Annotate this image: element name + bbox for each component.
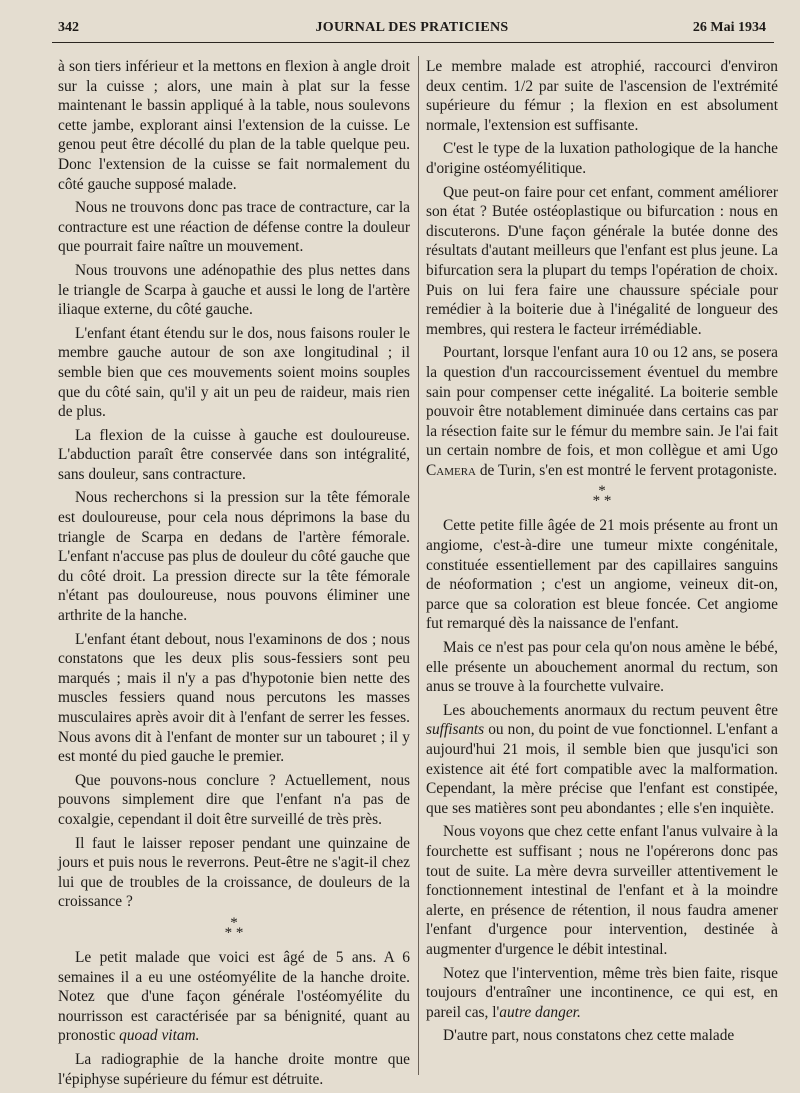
section-separator	[58, 914, 410, 941]
issue-date: 26 Mai 1934	[692, 20, 766, 35]
paragraph-text: Les abouchements anormaux du rectum peuvent être	[443, 701, 778, 719]
paragraph: Nous ne trouvons donc pas trace de contracture, car la contracture est une réaction de défense contre la douleur que pourrait faire naître un mouvement.	[58, 199, 410, 256]
paragraph: Mais ce n'est pas pour cela qu'on nous amène le bébé, elle présente un abouchement anormal du rectum, son anus se trouve à la fourchette vulvaire.	[426, 639, 778, 696]
paragraph-text: Le petit malade que voici est âgé de 5 ans. A 6 semaines il a eu une ostéomyélite de la hanche droite. Notez que d'une façon générale l'ostéomyélite du nourrisson est caractérisée par sa bénignité, quant au pronostic	[58, 948, 410, 1045]
paragraph: Il faut le laisser reposer pendant une quinzaine de jours et puis nous le reverrons. Peut-être ne s'agit-il chez lui que de troubles de la croissance, de douleurs de la croissance ?	[58, 834, 410, 911]
separator-star: *	[603, 493, 612, 510]
column-divider	[418, 56, 419, 1075]
paragraph: Nous trouvons une adénopathie des plus nettes dans le triangle de Scarpa à gauche et aussi le long de l'artère iliaque externe, du côté gauche.	[58, 261, 410, 319]
paragraph: Nous recherchons si la pression sur la tête fémorale est douloureuse, pour cela nous déprimons la base du triangle de Scarpa en dedans de l'artère fémorale. L'enfant n'accuse pas plus de douleur du côté gauche que du côté droit. La pression directe sur la tête fémorale n'étant pas douloureuse, nous pouvons éliminer une arthrite de la hanche.	[58, 489, 410, 625]
emphasis-text: autre danger.	[499, 1003, 581, 1021]
separator-star: *	[235, 924, 244, 941]
separator-star: *	[224, 924, 233, 941]
header-rule	[52, 42, 774, 43]
journal-title: JOURNAL DES PRATICIENS	[315, 20, 509, 35]
paragraph: à son tiers inférieur et la mettons en flexion à angle droit sur la cuisse ; alors, une main à plat sur la fesse maintenant le bassin appliqué à la table, nous soulevons cette jambe, explorant ainsi l'extension de la cuisse. Le genou peut être décollé du plan de la table quelque peu. Donc l'extension de la cuisse se fait normalement du côté gauche supposé malade.	[58, 58, 410, 193]
paragraph: Que pouvons-nous conclure ? Actuellement, nous pouvons simplement dire que l'enfant n'a pas de coxalgie, cependant il doit être surveillé de très près.	[58, 771, 410, 828]
paragraph: D'autre part, nous constatons chez cette malade	[443, 1027, 735, 1045]
paragraph	[58, 948, 410, 1046]
paragraph: Cette petite fille âgée de 21 mois présente au front un angiome, c'est-à-dire une tumeur mixte congénitale, constituée essentiellement par des capillaires sanguins de néoformation ; c'est un angiome, veineux dit-on, parce que sa coloration est bleue foncée. Cet angiome fut remarqué dès la naissance de l'enfant.	[426, 517, 778, 633]
right-column	[426, 57, 778, 1050]
paragraph	[426, 343, 778, 480]
paragraph-text: Pourtant, lorsque l'enfant aura 10 ou 12 ans, se posera la question d'un raccourcissement éventuel du membre sain pour compenser cette inégalité. La boiterie semble pouvoir être notablement diminuée dans certains cas par la résection faite sur le fémur du membre sain. Je l'ai fait un certain nombre de fois, et mon collègue et ami Ugo	[426, 344, 778, 460]
section-separator	[426, 483, 778, 510]
paragraph: La flexion de la cuisse à gauche est douloureuse. L'abduction paraît être conservée dans son intégralité, sans douleur, sans contracture.	[58, 426, 410, 483]
paragraph: C'est le type de la luxation pathologique de la hanche d'origine ostéomyélitique.	[426, 140, 778, 177]
separator-star: *	[598, 483, 606, 500]
paragraph: Le membre malade est atrophié, raccourci d'environ deux centim. 1/2 par suite de l'ascension de l'extrémité supérieure du fémur ; la flexion en est absolument normale, l'extension est suffisante.	[426, 58, 778, 134]
paragraph-text: ou non, du point de vue fonctionnel. L'enfant a aujourd'hui 21 mois, il semble bien que jusqu'ici son existence ait été fort compatible avec la malformation. Cependant, la mère précise que l'enfant est constipée, que ses matières sont peu abondantes ; elle s'en inquiète.	[426, 721, 778, 817]
paragraph: Nous voyons que chez cette enfant l'anus vulvaire à la fourchette est suffisant ; nous ne l'opérerons donc pas tout de suite. La mère devra surveiller attentivement le fonctionnement intestinal de l'enfant et à la moindre alerte, en présence de rétention, il nous faudra amener l'enfant d'urgence pour intervention, destinée à augmenter d'urgence le débit intestinal.	[426, 823, 778, 958]
author-name: Camera	[426, 461, 476, 479]
paragraph: L'enfant étant étendu sur le dos, nous faisons rouler le membre gauche autour de son axe longitudinal ; il semble bien que ces mouvements soient moins souples que du côté sain, qu'il y ait un peu de raideur, mais rien de plus.	[58, 324, 410, 421]
separator-star: *	[230, 914, 238, 931]
separator-star: *	[592, 493, 601, 510]
paragraph: L'enfant étant debout, nous l'examinons de dos ; nous constatons que les deux plis sous-fessiers sont peu marqués ; mais il n'y a pas d'hypotonie bien nette des muscles fessiers quand nous percutons les masses musculaires après avoir dit à l'enfant de serrer les fesses. Nous avons dit à l'enfant de monter sur un tabouret ; il y est monté du pied gauche le premier.	[58, 630, 410, 766]
paragraph-text: de Turin, s'en est montré le fervent protagoniste.	[476, 461, 778, 479]
latin-phrase: quoad vitam.	[119, 1027, 200, 1045]
left-column	[58, 57, 410, 1093]
paragraph: La radiographie de la hanche droite montre que l'épiphyse supérieure du fémur est détruite.	[58, 1050, 410, 1088]
emphasis-text: suffisants	[426, 721, 485, 739]
paragraph	[426, 701, 778, 819]
paragraph	[426, 964, 778, 1023]
page-number: 342	[58, 20, 79, 35]
page-header	[58, 20, 766, 42]
paragraph: Que peut-on faire pour cet enfant, comment améliorer son état ? Butée ostéoplastique ou bifurcation : nous en discuterons. D'une façon générale la butée donne des résultats d'autant meilleurs que l'enfant est plus jeune. La bifurcation sera la plupart du temps l'opération de choix. Puis on lui fera faire une chaussure spéciale pour remédier à la boiterie due à l'inégalité de longueur des membres, qui restera le facteur irrémédiable.	[426, 183, 778, 338]
paragraph-text: Notez que l'intervention, même très bien faite, risque toujours d'entraîner une incontinence, ce qui est, en pareil cas, l'	[426, 964, 778, 1021]
